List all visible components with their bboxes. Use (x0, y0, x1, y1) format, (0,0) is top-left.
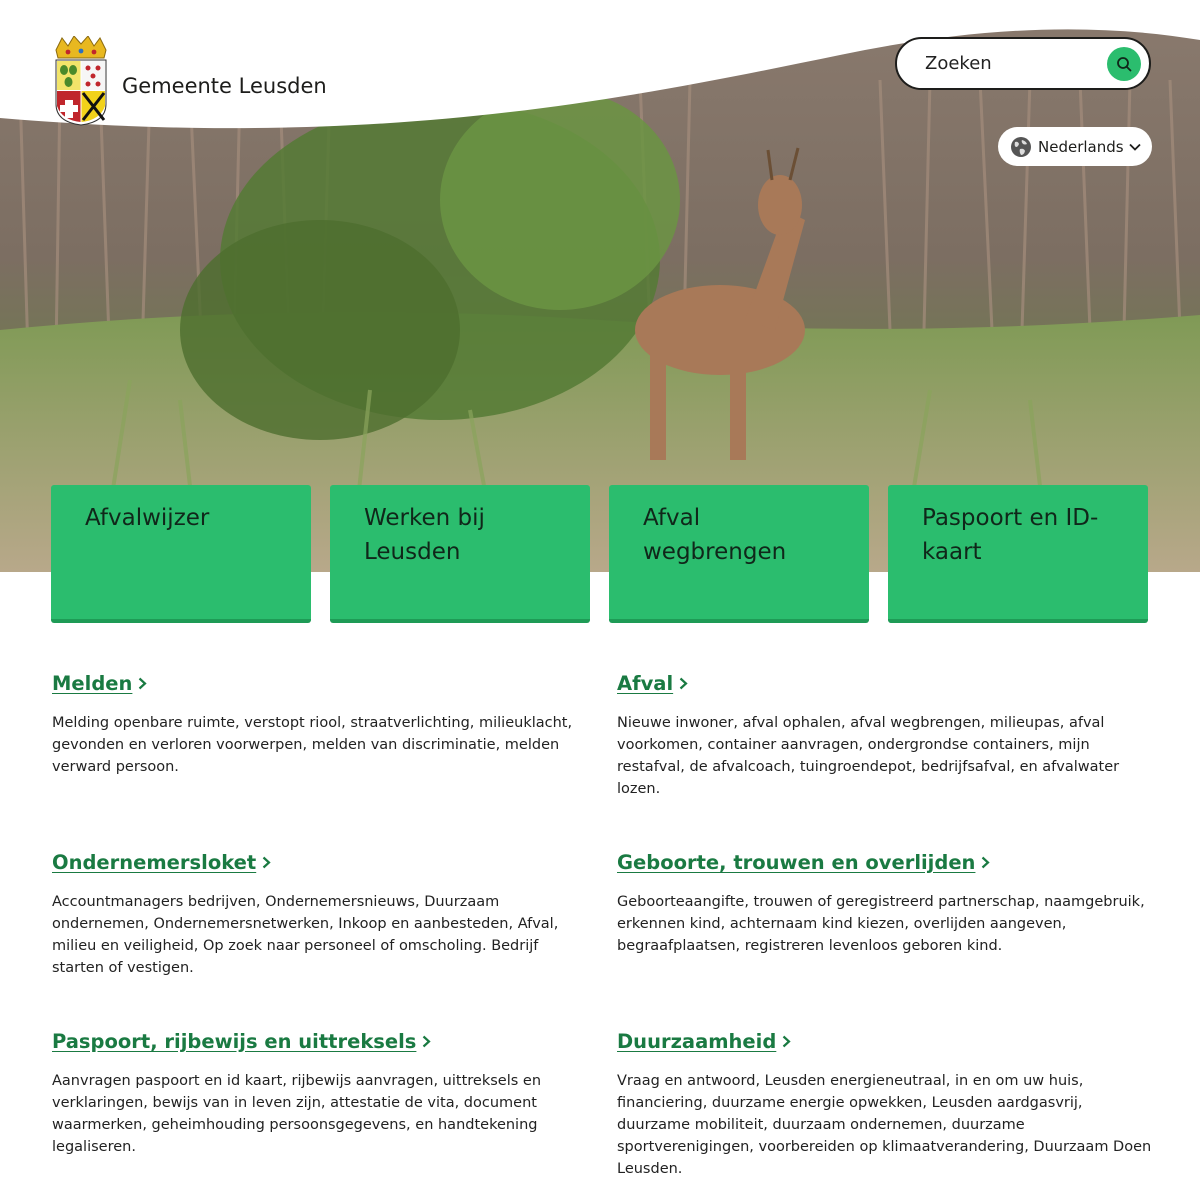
chevron-down-icon (1129, 143, 1141, 151)
tile-afvalwijzer[interactable] (51, 485, 311, 623)
search-input[interactable] (925, 53, 1095, 74)
tile-label: Afval wegbrengen (643, 505, 787, 565)
site-name: Gemeente Leusden (122, 74, 327, 98)
topic-description: Geboorteaangifte, trouwen of geregistreerd partnerschap, naamgebruik, erkennen kind, achternaam kind kiezen, overlijden aangeven, begraafplaatsen, registreren levenloos geboren kind. (617, 894, 1145, 954)
topic-title: Ondernemersloket (52, 851, 257, 874)
topic-ondernemersloket (52, 851, 592, 979)
chevron-right-icon (262, 856, 271, 869)
chevron-right-icon (679, 677, 688, 690)
search-button[interactable] (1107, 47, 1141, 81)
coat-of-arms-icon (52, 36, 110, 126)
topic-title: Duurzaamheid (617, 1030, 777, 1053)
topic-title: Paspoort, rijbewijs en uittreksels (52, 1030, 417, 1053)
topic-title: Melden (52, 672, 133, 695)
chevron-right-icon (138, 677, 147, 690)
site-logo[interactable] (52, 36, 327, 126)
topic-title: Geboorte, trouwen en overlijden (617, 851, 976, 874)
topic-description: Accountmanagers bedrijven, Ondernemersnieuws, Duurzaam ondernemen, Ondernemersnetwerken, Inkoop en aanbesteden, Afval, milieu en veiligheid, Op zoek naar personeel of omscholing. Bedrijf starten of vestigen. (52, 894, 559, 976)
topic-link-paspoort-rijbewijs-uittreksels[interactable] (52, 1030, 431, 1053)
topic-duurzaamheid (617, 1030, 1157, 1180)
topic-geboorte-trouwen-overlijden (617, 851, 1157, 957)
tile-label: Werken bij Leusden (364, 505, 485, 565)
language-label: Nederlands (1038, 137, 1124, 156)
search-icon (1116, 56, 1132, 72)
topic-afval (617, 672, 1157, 800)
globe-icon (1010, 136, 1032, 158)
tile-label: Paspoort en ID-kaart (922, 505, 1099, 565)
tile-werken-bij-leusden[interactable] (330, 485, 590, 623)
topic-title: Afval (617, 672, 674, 695)
chevron-right-icon (782, 1035, 791, 1048)
topic-paspoort-rijbewijs-uittreksels (52, 1030, 592, 1158)
topic-link-afval[interactable] (617, 672, 688, 695)
topic-description: Aanvragen paspoort en id kaart, rijbewijs aanvragen, uittreksels en verklaringen, bewijs van in leven zijn, attestatie de vita, document waarmerken, geheimhouding persoonsgegevens, en handtekening legaliseren. (52, 1073, 542, 1155)
topic-description: Vraag en antwoord, Leusden energieneutraal, in en om uw huis, financiering, duurzame energie opwekken, Leusden aardgasvrij, duurzame mobiliteit, duurzaam ondernemen, duurzame sportverenigingen, voorbereiden op klimaatverandering, Duurzaam Doen Leusden. (617, 1073, 1152, 1177)
language-selector[interactable] (998, 127, 1152, 166)
topic-description: Melding openbare ruimte, verstopt riool, straatverlichting, milieuklacht, gevonden en verloren voorwerpen, melden van discriminatie, melden verward persoon. (52, 715, 573, 775)
quick-links (51, 485, 1148, 623)
tile-paspoort-en-id-kaart[interactable] (888, 485, 1148, 623)
topic-link-geboorte-trouwen-overlijden[interactable] (617, 851, 990, 874)
tile-label: Afvalwijzer (85, 505, 210, 531)
topic-description: Nieuwe inwoner, afval ophalen, afval wegbrengen, milieupas, afval voorkomen, container aanvragen, ondergrondse containers, mijn restafval, de afvalcoach, tuingroendepot, bedrijfsafval, en afvalwater lozen. (617, 715, 1120, 797)
topic-link-duurzaamheid[interactable] (617, 1030, 791, 1053)
chevron-right-icon (422, 1035, 431, 1048)
tile-afval-wegbrengen[interactable] (609, 485, 869, 623)
search-box (895, 37, 1151, 90)
topic-melden (52, 672, 592, 778)
chevron-right-icon (981, 856, 990, 869)
topic-link-ondernemersloket[interactable] (52, 851, 271, 874)
topic-link-melden[interactable] (52, 672, 147, 695)
